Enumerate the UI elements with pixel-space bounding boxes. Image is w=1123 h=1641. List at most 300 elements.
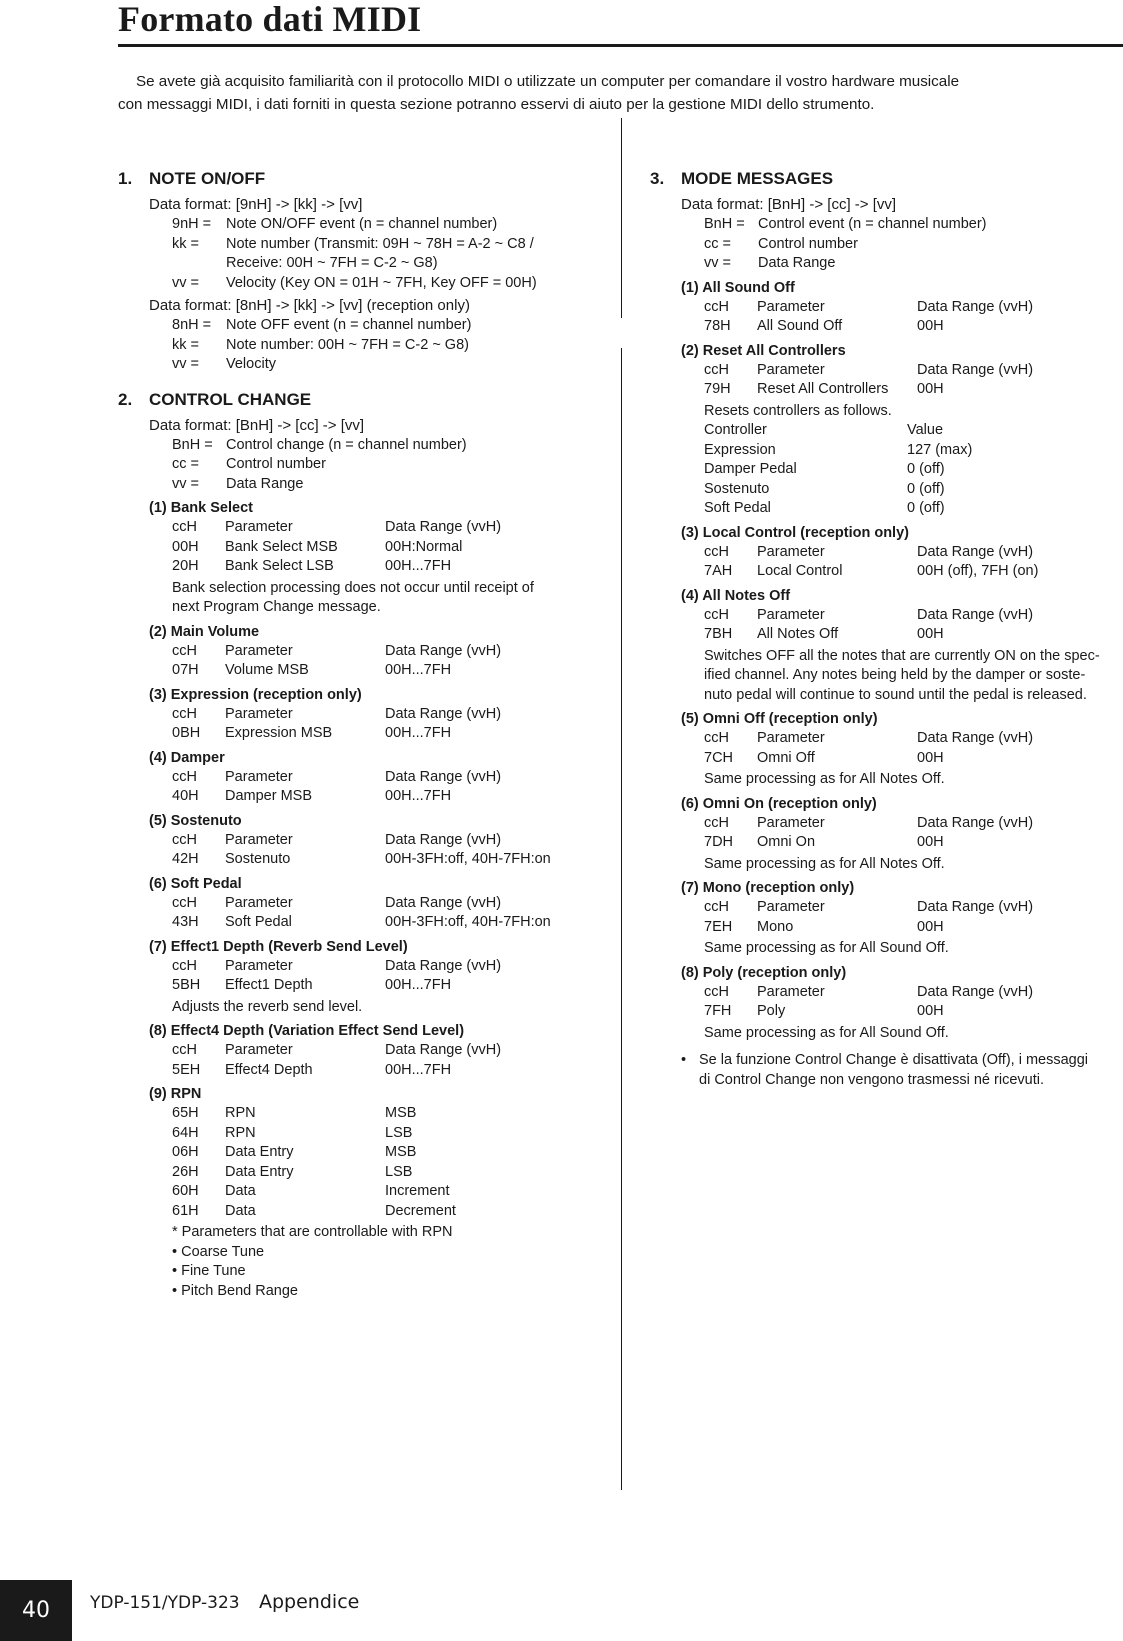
definition-row xyxy=(172,235,588,255)
table-row xyxy=(172,894,588,914)
cell-cc: 65H xyxy=(172,1105,199,1121)
note-line: next Program Change message. xyxy=(172,599,381,615)
cell-cc: 00H xyxy=(172,538,199,555)
note-line: Bank selection processing does not occur until receipt of xyxy=(172,579,534,596)
definition-value: Control change (n = channel number) xyxy=(226,436,467,453)
subsection-note xyxy=(704,1024,1120,1044)
cell-range: 00H...7FH xyxy=(385,788,452,804)
cell-parameter: Parameter xyxy=(757,899,825,915)
parameter-table xyxy=(172,768,588,807)
cell-parameter: Parameter xyxy=(757,606,825,623)
cell-range: Data Range (vvH) xyxy=(385,1042,502,1058)
cell-range: Data Range (vvH) xyxy=(917,814,1034,831)
parameter-table xyxy=(704,543,1120,582)
cell-parameter: Parameter xyxy=(757,543,825,560)
note-line: nuto pedal will continue to sound until the pedal is released. xyxy=(704,686,1087,703)
cell-parameter: Omni Off xyxy=(757,749,815,766)
table-row xyxy=(704,814,1120,834)
cell-parameter: Parameter xyxy=(757,361,825,378)
page-title: Formato dati MIDI xyxy=(118,0,422,39)
cell-parameter: Expression MSB xyxy=(225,725,333,741)
definition-key: cc = xyxy=(172,456,199,472)
definition-key: vv = xyxy=(172,475,199,492)
cell-cc: 7DH xyxy=(704,834,734,850)
title-rule xyxy=(118,44,1123,47)
table-row xyxy=(704,983,1120,1003)
table-row xyxy=(172,787,588,807)
cell-cc: ccH xyxy=(172,831,197,848)
definition-row xyxy=(172,254,588,274)
cell-value: 0 (off) xyxy=(907,500,945,516)
cell-range: 00H xyxy=(917,1003,944,1019)
cell-parameter: Bank Select MSB xyxy=(225,538,338,555)
cell-range: Data Range (vvH) xyxy=(385,831,502,848)
cell-cc: 61H xyxy=(172,1202,199,1219)
cell-cc: 20H xyxy=(172,558,199,574)
footer-model: YDP-151/YDP-323 xyxy=(90,1593,240,1613)
cell-parameter: Data Entry xyxy=(225,1163,294,1180)
table-row xyxy=(704,298,1120,318)
cell-controller: Soft Pedal xyxy=(704,500,771,516)
definition-value: Note ON/OFF event (n = channel number) xyxy=(226,216,498,232)
cell-range: 00H (off), 7FH (on) xyxy=(917,563,1039,579)
parameter-table xyxy=(172,518,588,577)
definition-value: Data Range xyxy=(758,255,836,271)
cell-parameter: Bank Select LSB xyxy=(225,558,334,574)
table-row xyxy=(172,976,588,996)
table-row xyxy=(172,518,588,538)
cell-parameter: Parameter xyxy=(225,894,293,911)
subsection-note xyxy=(704,855,1120,875)
cell-parameter: Parameter xyxy=(225,831,293,848)
cell-range: Data Range (vvH) xyxy=(385,894,502,911)
note-line: Same processing as for All Notes Off. xyxy=(704,771,945,787)
table-row xyxy=(704,749,1120,769)
right-column xyxy=(650,168,1120,1090)
column-divider-lower xyxy=(621,348,622,1490)
table-row xyxy=(704,441,1120,461)
cell-range: 00H xyxy=(917,626,944,642)
subsection-title: (7) Effect1 Depth (Reverb Send Level) xyxy=(149,938,408,955)
subsection-title: (3) Expression (reception only) xyxy=(149,686,362,703)
cell-cc: 78H xyxy=(704,318,731,334)
cell-cc: 60H xyxy=(172,1183,199,1199)
cell-cc: ccH xyxy=(172,642,197,659)
table-row xyxy=(704,380,1120,400)
note-line: Same processing as for All Sound Off. xyxy=(704,940,949,956)
definition-row xyxy=(172,455,588,475)
cell-range: Data Range (vvH) xyxy=(917,543,1034,560)
table-row xyxy=(172,768,588,788)
table-row xyxy=(704,606,1120,626)
cell-cc: 7AH xyxy=(704,563,733,579)
table-row xyxy=(704,480,1120,500)
definition-row xyxy=(704,215,1120,235)
definition-list xyxy=(172,316,588,375)
subsection-note xyxy=(172,998,588,1018)
cell-cc: ccH xyxy=(704,543,729,560)
subsection-title: (3) Local Control (reception only) xyxy=(681,524,909,541)
table-row xyxy=(172,913,588,933)
intro-line-2: con messaggi MIDI, i dati forniti in questa sezione potranno esservi di aiuto per la gestione MIDI dello strumento. xyxy=(118,95,875,113)
parameter-table xyxy=(704,361,1120,400)
cell-parameter: Data xyxy=(225,1202,256,1219)
subsection-title: (2) Reset All Controllers xyxy=(681,342,846,359)
cell-parameter: RPN xyxy=(225,1124,256,1141)
controller-value-table xyxy=(704,421,1120,519)
definition-key: vv = xyxy=(704,255,731,271)
page-number: 40 xyxy=(22,1598,50,1623)
cell-parameter: All Notes Off xyxy=(757,626,839,642)
definition-key: vv = xyxy=(172,356,199,372)
column-divider-upper xyxy=(621,118,622,318)
cell-parameter: Parameter xyxy=(225,519,293,535)
parameter-table xyxy=(704,898,1120,937)
definition-list xyxy=(172,436,588,495)
table-row xyxy=(172,1143,588,1163)
cell-controller: Damper Pedal xyxy=(704,461,797,477)
definition-row xyxy=(172,336,588,356)
cell-range: 00H...7FH xyxy=(385,725,452,741)
subsection-title: (7) Mono (reception only) xyxy=(681,880,855,896)
table-row xyxy=(172,724,588,744)
cell-cc: ccH xyxy=(172,705,197,722)
data-format: Data format: [9nH] -> [kk] -> [vv] xyxy=(149,196,363,213)
definition-key xyxy=(172,254,226,274)
cell-cc: 7CH xyxy=(704,749,734,766)
table-row xyxy=(172,1061,588,1081)
definition-key: BnH = xyxy=(172,436,213,453)
parameter-table xyxy=(172,894,588,933)
section-heading-note-on-off xyxy=(118,168,588,190)
cell-parameter: Omni On xyxy=(757,834,816,850)
definition-row xyxy=(172,436,588,456)
cell-parameter: Parameter xyxy=(757,983,825,1000)
cell-cc: ccH xyxy=(704,814,729,831)
cell-range: Decrement xyxy=(385,1202,456,1219)
definition-key: vv = xyxy=(172,274,199,291)
subsection-note xyxy=(172,579,588,618)
cell-value: Value xyxy=(907,422,944,438)
section-title: MODE MESSAGES xyxy=(681,169,834,188)
intro-line-1: Se avete già acquisito familiarità con il protocollo MIDI o utilizzate un computer per comandare il vostro hardware musicale xyxy=(136,73,960,90)
definition-value: Note OFF event (n = channel number) xyxy=(226,317,472,333)
definition-value: Control event (n = channel number) xyxy=(758,216,987,232)
note-line: Adjusts the reverb send level. xyxy=(172,998,363,1015)
table-row xyxy=(172,957,588,977)
cell-cc: 5BH xyxy=(172,977,201,993)
parameter-table xyxy=(172,642,588,681)
cell-range: LSB xyxy=(385,1163,413,1180)
cell-cc: ccH xyxy=(172,894,197,911)
cell-parameter: Data Entry xyxy=(225,1144,294,1160)
table-row xyxy=(704,361,1120,381)
cell-cc: ccH xyxy=(704,730,729,746)
data-format: Data format: [8nH] -> [kk] -> [vv] (reception only) xyxy=(149,297,470,314)
definition-value: Data Range xyxy=(226,475,304,492)
data-format: Data format: [BnH] -> [cc] -> [vv] xyxy=(149,416,365,434)
cell-cc: 5EH xyxy=(172,1061,201,1078)
table-row xyxy=(172,642,588,662)
definition-value: Note number: 00H ~ 7FH = C-2 ~ G8) xyxy=(226,336,469,353)
bullet-line: di Control Change non vengono trasmessi né ricevuti. xyxy=(699,1071,1044,1088)
cell-range: Data Range (vvH) xyxy=(385,768,502,785)
cell-cc: ccH xyxy=(704,899,729,915)
page-number-box xyxy=(0,1580,72,1641)
definition-row xyxy=(172,355,588,375)
note-line: * Parameters that are controllable with RPN xyxy=(172,1224,453,1240)
cell-cc: 79H xyxy=(704,381,731,397)
subsection-title: (6) Omni On (reception only) xyxy=(681,795,877,812)
mode-message-subsections xyxy=(650,278,1120,1044)
footer-section: Appendice xyxy=(259,1591,360,1613)
cell-range: 00H-3FH:off, 40H-7FH:on xyxy=(385,914,551,930)
data-format: Data format: [BnH] -> [cc] -> [vv] xyxy=(681,196,897,213)
cell-parameter: Poly xyxy=(757,1003,786,1019)
table-row xyxy=(704,625,1120,645)
cell-cc: ccH xyxy=(172,957,197,974)
cell-range: Data Range (vvH) xyxy=(385,519,502,535)
definition-value: Velocity (Key ON = 01H ~ 7FH, Key OFF = 00H) xyxy=(226,274,537,291)
cell-cc: ccH xyxy=(704,606,729,623)
parameter-table xyxy=(704,606,1120,645)
cell-cc: 26H xyxy=(172,1163,199,1180)
table-row xyxy=(704,918,1120,938)
parameter-table xyxy=(172,1104,588,1221)
cell-parameter: Mono xyxy=(757,918,794,935)
cell-cc: 40H xyxy=(172,788,199,804)
parameter-table xyxy=(172,831,588,870)
table-row xyxy=(172,850,588,870)
note-line: ified channel. Any notes being held by the damper or soste- xyxy=(704,667,1086,683)
cell-cc: ccH xyxy=(172,1042,197,1058)
note-line: Resets controllers as follows. xyxy=(704,402,892,419)
table-row xyxy=(704,317,1120,337)
subsection-note xyxy=(704,647,1120,706)
table-row xyxy=(704,499,1120,519)
subsection-title: (9) RPN xyxy=(149,1086,202,1102)
section-heading-control-change xyxy=(118,389,588,411)
note-line: Switches OFF all the notes that are currently ON on the spec- xyxy=(704,647,1100,664)
cell-cc: ccH xyxy=(172,768,197,785)
cell-cc: ccH xyxy=(172,519,197,535)
cell-cc: 7EH xyxy=(704,918,733,935)
table-row xyxy=(172,831,588,851)
parameter-table xyxy=(704,983,1120,1022)
cell-value: 127 (max) xyxy=(907,441,973,458)
cell-range: 00H...7FH xyxy=(385,662,452,678)
cell-value: 0 (off) xyxy=(907,480,945,497)
cell-cc: ccH xyxy=(704,361,729,378)
table-row xyxy=(704,421,1120,441)
cell-range: Data Range (vvH) xyxy=(917,298,1034,315)
cell-parameter: Sostenuto xyxy=(225,851,291,867)
note-line: Same processing as for All Sound Off. xyxy=(704,1024,949,1041)
cell-parameter: Volume MSB xyxy=(225,662,309,678)
subsection-title: (4) Damper xyxy=(149,749,225,766)
cell-parameter: Effect4 Depth xyxy=(225,1061,313,1078)
cell-cc: 06H xyxy=(172,1144,199,1160)
cell-value: 0 (off) xyxy=(907,461,945,477)
subsection-title: (1) Bank Select xyxy=(149,500,253,516)
subsection-title: (5) Omni Off (reception only) xyxy=(681,711,878,727)
cell-range: 00H...7FH xyxy=(385,558,452,574)
section-heading-mode-messages xyxy=(650,168,1120,190)
definition-key: 9nH = xyxy=(172,216,212,232)
cell-range: 00H xyxy=(917,381,944,397)
cell-range: Data Range (vvH) xyxy=(385,642,502,659)
cell-parameter: Parameter xyxy=(757,814,825,831)
cell-range: Data Range (vvH) xyxy=(917,983,1034,1000)
section-number: 2. xyxy=(118,389,133,409)
cell-range: 00H...7FH xyxy=(385,977,452,993)
cell-parameter: Parameter xyxy=(757,730,825,746)
subsection-note xyxy=(704,939,1120,959)
definition-row xyxy=(172,215,588,235)
cell-parameter: Parameter xyxy=(225,705,293,722)
subsection-title: (2) Main Volume xyxy=(149,623,260,640)
table-row xyxy=(172,1041,588,1061)
table-row xyxy=(172,1104,588,1124)
table-row xyxy=(172,661,588,681)
cell-cc: 42H xyxy=(172,851,199,867)
cell-range: 00H xyxy=(917,918,944,935)
table-row xyxy=(172,705,588,725)
cell-cc: 7BH xyxy=(704,626,733,642)
parameter-table xyxy=(172,705,588,744)
section-number: 1. xyxy=(118,169,133,188)
cell-parameter: Parameter xyxy=(757,298,825,315)
cell-cc: 0BH xyxy=(172,725,201,741)
cell-cc: ccH xyxy=(704,983,729,1000)
cell-cc: 64H xyxy=(172,1124,199,1141)
definition-key: 8nH = xyxy=(172,317,212,333)
note-line: • Coarse Tune xyxy=(172,1243,265,1260)
cell-parameter: Parameter xyxy=(225,957,293,974)
note-line: • Fine Tune xyxy=(172,1263,246,1279)
cell-range: 00H-3FH:off, 40H-7FH:on xyxy=(385,851,551,867)
subsection-note xyxy=(704,770,1120,790)
note-line: Same processing as for All Notes Off. xyxy=(704,855,945,872)
cell-parameter: RPN xyxy=(225,1105,256,1121)
definition-row xyxy=(172,274,588,294)
definition-key: kk = xyxy=(172,336,199,353)
cell-cc: ccH xyxy=(704,298,729,315)
definition-value: Velocity xyxy=(226,356,276,372)
definition-value: Receive: 00H ~ 7FH = C-2 ~ G8) xyxy=(226,255,438,271)
subsection-note xyxy=(704,402,1120,422)
control-change-subsections xyxy=(118,498,588,1301)
cell-range: Increment xyxy=(385,1183,450,1199)
cell-parameter: Damper MSB xyxy=(225,788,313,804)
definition-row xyxy=(172,475,588,495)
cell-range: Data Range (vvH) xyxy=(917,361,1034,378)
subsection-title: (1) All Sound Off xyxy=(681,279,795,296)
cell-parameter: All Sound Off xyxy=(757,318,843,334)
table-row xyxy=(172,1202,588,1222)
parameter-table xyxy=(704,814,1120,853)
cell-range: Data Range (vvH) xyxy=(917,899,1034,915)
cell-range: 00H xyxy=(917,749,944,766)
parameter-table xyxy=(704,729,1120,768)
subsection-title: (5) Sostenuto xyxy=(149,812,242,829)
subsection-title: (8) Poly (reception only) xyxy=(681,964,847,981)
definition-value: Control number xyxy=(226,456,326,472)
parameter-table xyxy=(172,957,588,996)
cell-range: Data Range (vvH) xyxy=(385,705,502,722)
subsection-title: (8) Effect4 Depth (Variation Effect Send Level) xyxy=(149,1023,465,1039)
cell-parameter: Parameter xyxy=(225,642,293,659)
cell-parameter: Effect1 Depth xyxy=(225,977,313,993)
definition-list xyxy=(172,215,588,293)
table-row xyxy=(172,1163,588,1183)
left-column xyxy=(118,168,588,1301)
cell-controller: Controller xyxy=(704,422,767,438)
cell-range: MSB xyxy=(385,1144,417,1160)
cell-parameter: Local Control xyxy=(757,563,843,579)
cell-range: 00H xyxy=(917,318,944,334)
section-title: NOTE ON/OFF xyxy=(149,169,266,188)
table-row xyxy=(704,460,1120,480)
table-row xyxy=(172,1182,588,1202)
note-line: • Pitch Bend Range xyxy=(172,1282,298,1299)
parameter-table xyxy=(172,1041,588,1080)
table-row xyxy=(704,543,1120,563)
subsection-note xyxy=(172,1223,588,1301)
cell-cc: 07H xyxy=(172,662,199,678)
cell-range: LSB xyxy=(385,1124,413,1141)
definition-list xyxy=(704,215,1120,274)
table-row xyxy=(172,538,588,558)
cell-cc: 43H xyxy=(172,914,199,930)
table-row xyxy=(704,1002,1120,1022)
intro-paragraph xyxy=(118,71,1108,116)
table-row xyxy=(704,833,1120,853)
cell-parameter: Data xyxy=(225,1183,256,1199)
table-row xyxy=(704,562,1120,582)
table-row xyxy=(704,729,1120,749)
definition-row xyxy=(172,316,588,336)
definition-key: cc = xyxy=(704,235,731,252)
definition-row xyxy=(704,254,1120,274)
cell-parameter: Parameter xyxy=(225,768,293,785)
definition-key: kk = xyxy=(172,235,199,252)
definition-value: Control number xyxy=(758,235,858,252)
cell-range: 00H:Normal xyxy=(385,538,463,555)
cell-range: 00H xyxy=(917,834,944,850)
cell-range: Data Range (vvH) xyxy=(917,730,1034,746)
table-row xyxy=(172,557,588,577)
cell-controller: Sostenuto xyxy=(704,480,770,497)
section-title: CONTROL CHANGE xyxy=(149,389,312,409)
definition-row xyxy=(704,235,1120,255)
section-number: 3. xyxy=(650,169,665,188)
cell-cc: 7FH xyxy=(704,1003,732,1019)
cell-range: MSB xyxy=(385,1105,417,1121)
table-row xyxy=(704,898,1120,918)
cell-parameter: Soft Pedal xyxy=(225,914,292,930)
cell-range: 00H...7FH xyxy=(385,1061,452,1078)
cell-parameter: Reset All Controllers xyxy=(757,381,889,397)
cell-parameter: Parameter xyxy=(225,1042,293,1058)
definition-value: Note number (Transmit: 09H ~ 78H = A-2 ~ C8 / xyxy=(226,235,534,252)
parameter-table xyxy=(704,298,1120,337)
definition-key: BnH = xyxy=(704,216,745,232)
subsection-title: (6) Soft Pedal xyxy=(149,875,242,892)
cell-range: Data Range (vvH) xyxy=(917,606,1034,623)
cell-controller: Expression xyxy=(704,441,776,458)
subsection-title: (4) All Notes Off xyxy=(681,587,791,604)
